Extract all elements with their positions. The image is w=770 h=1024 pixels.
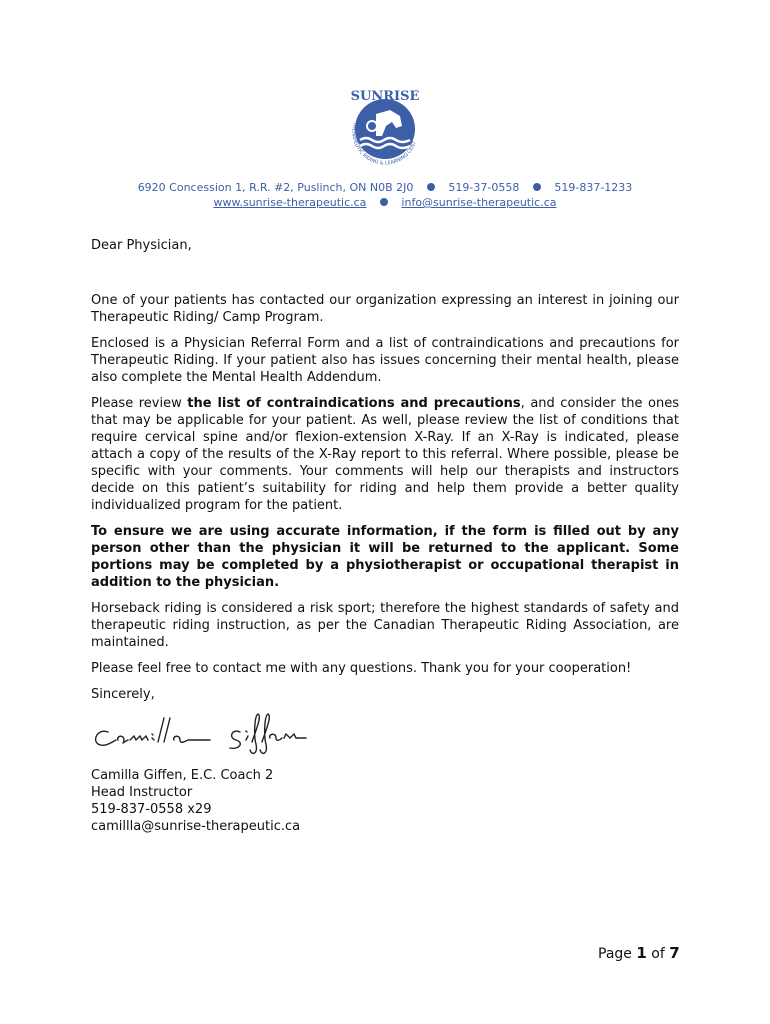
page-label: Page [598,946,632,962]
greeting: Dear Physician, [91,238,192,253]
letter-body [91,292,679,712]
closing: Sincerely, [91,687,155,702]
sender-phone: 519-837-0558 x29 [91,802,212,817]
paragraph-4-bold: To ensure we are using accurate information, if the form is filled out by any person other than the physician it will be returned to the applicant. Some portions may be completed by a physiotherapist or occupational therapist in addition to the physician. [91,524,679,590]
phone-1: 519-37-0558 [448,181,520,194]
sender-email: camillla@sunrise-therapeutic.ca [91,819,301,834]
bullet-icon [427,183,435,191]
bullet-icon [533,183,541,191]
phone-2: 519-837-1233 [554,181,633,194]
paragraph-6: Please feel free to contact me with any questions. Thank you for your cooperation! [91,661,632,676]
address: 6920 Concession 1, R.R. #2, Puslinch, ON N0B 2J0 [137,181,414,194]
paragraph-2: Enclosed is a Physician Referral Form and a list of contraindications and precautions for Therapeutic Riding. If your patient also has issues concerning their mental health, please also complete the Mental Health Addendum. [91,336,679,385]
logo-circle [355,99,415,159]
bullet-icon [380,198,388,206]
page-of: of [651,946,665,962]
logo-ring-text: THERAPEUTIC RIDING & LEARNING CENT [350,121,418,167]
p3-intro: Please review [91,396,188,411]
website-link[interactable]: www.sunrise-therapeutic.ca [213,196,367,209]
page-number [598,944,680,962]
page-current: 1 [636,944,647,962]
logo-title: SUNRISE [350,89,420,104]
p3-emphasis: the list of contraindications and precautions [187,396,521,411]
paragraph-5: Horseback riding is considered a risk sport; therefore the highest standards of safety and therapeutic riding instruction, as per the Canadian Therapeutic Riding Association, are maintained. [91,601,679,650]
signature-first-name [96,718,210,745]
p3-rest: , and consider the ones that may be applicable for your patient. As well, please review the list of conditions that require cervical spine and/or flexion-extension X-Ray. If an X-Ray is indicated, please attach a copy of the results of the X-Ray report to this referral. Where possible, please be specific with your comments. Your comments will help our therapists and instructors decide on this patient’s suitability for riding and help them provide a better quality individualized program for the patient. [91,396,679,513]
sender-name: Camilla Giffen, E.C. Coach 2 [91,768,274,783]
page-total: 7 [669,944,680,962]
signature-last-name [230,714,306,753]
contact-line-web [0,196,770,209]
sunrise-logo [340,82,430,172]
handwritten-signature [90,710,320,762]
email-link[interactable]: info@sunrise-therapeutic.ca [401,196,557,209]
paragraph-3 [91,395,679,514]
contact-line-address [0,181,770,194]
paragraph-1: One of your patients has contacted our organization expressing an interest in joining our Therapeutic Riding/ Camp Program. [91,293,679,325]
sender-title: Head Instructor [91,785,193,800]
sender-block [91,767,300,835]
